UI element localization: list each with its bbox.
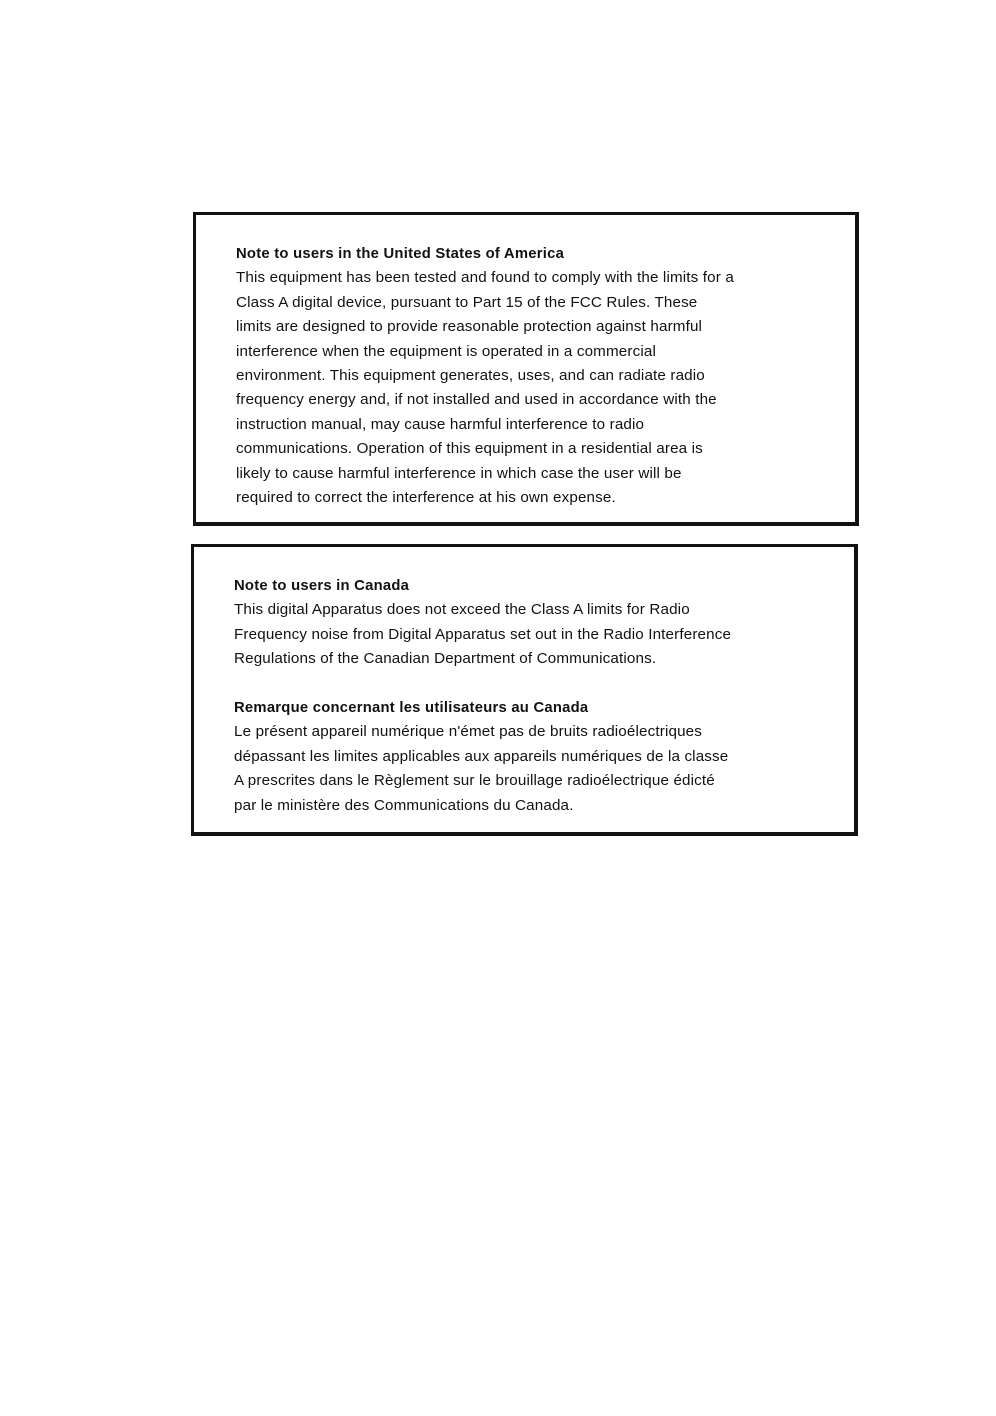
canada-notice-fr-line: par le ministère des Communications du Canada.	[234, 796, 574, 814]
usa-notice-line: frequency energy and, if not installed and used in accordance with the	[236, 391, 717, 409]
usa-notice-line: interference when the equipment is operated in a commercial	[236, 342, 656, 360]
canada-notice-fr-line: dépassant les limites applicables aux appareils numériques de la classe	[234, 747, 729, 765]
usa-notice-line: environment. This equipment generates, uses, and can radiate radio	[236, 367, 705, 385]
canada-notice-fr-line: A prescrites dans le Règlement sur le brouillage radioélectrique édicté	[234, 772, 715, 790]
canada-notice-line: This digital Apparatus does not exceed the Class A limits for Radio	[234, 601, 690, 619]
usa-notice-line: limits are designed to provide reasonable protection against harmful	[236, 318, 703, 336]
usa-notice-line: This equipment has been tested and found to comply with the limits for a	[236, 269, 734, 287]
usa-notice-heading: Note to users in the United States of America	[236, 246, 565, 262]
usa-notice-line: required to correct the interference at his own expense.	[236, 489, 616, 507]
canada-notice-fr-heading: Remarque concernant les utilisateurs au Canada	[234, 700, 589, 716]
canada-notice-fr-line: Le présent appareil numérique n'émet pas de bruits radioélectriques	[234, 723, 703, 741]
canada-notice-fr-section	[234, 696, 824, 818]
usa-notice-section	[236, 242, 825, 510]
canada-notice-section	[234, 574, 824, 672]
canada-notice-heading: Note to users in Canada	[234, 578, 410, 594]
usa-notice-line: communications. Operation of this equipment in a residential area is	[236, 440, 703, 458]
canada-notice-line: Frequency noise from Digital Apparatus set out in the Radio Interference	[234, 625, 732, 643]
usa-notice-box	[193, 212, 859, 526]
usa-notice-line: likely to cause harmful interference in which case the user will be	[236, 464, 682, 482]
canada-notice-box	[191, 544, 858, 836]
canada-notice-line: Regulations of the Canadian Department of Communications.	[234, 650, 657, 668]
usa-notice-line: Class A digital device, pursuant to Part 15 of the FCC Rules. These	[236, 293, 698, 311]
usa-notice-line: instruction manual, may cause harmful interference to radio	[236, 415, 645, 433]
